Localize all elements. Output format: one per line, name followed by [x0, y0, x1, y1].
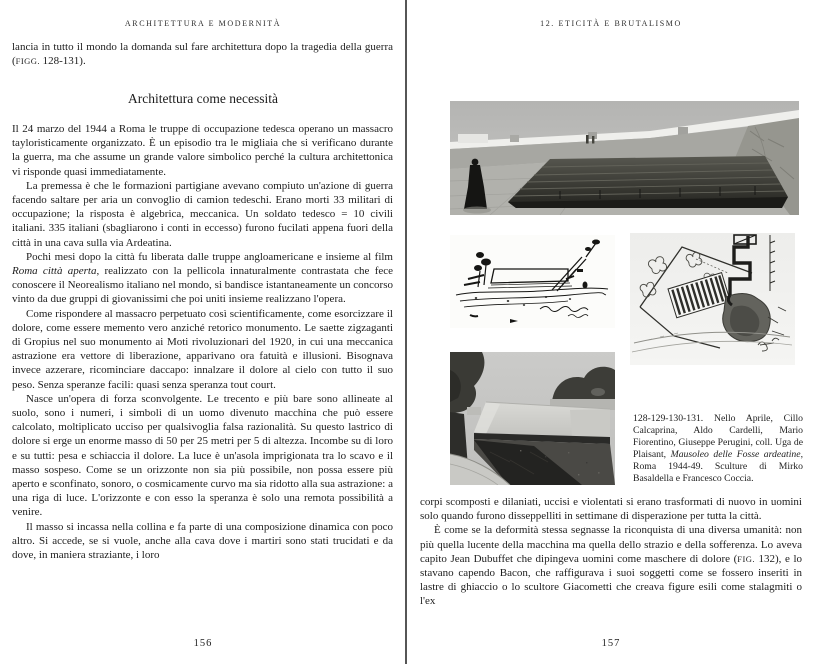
figure-mausoleum-exterior-photo	[450, 352, 615, 485]
right-running-head: 12. ETICITÀ E BRUTALISMO	[540, 19, 682, 28]
figure-mausoleum-interior-photo	[450, 101, 799, 215]
paragraph: Il masso si incassa nella collina e fa parte di una composizione dinamica con poco altro. Si accede, se si vuole, anche alla cava dove i martiri sono stati trucidati e da dove, in maniera straziante, i loro	[12, 520, 393, 562]
figure-site-plan	[630, 233, 795, 365]
page-gutter-line	[405, 0, 407, 664]
site-plan-graphic	[630, 233, 795, 365]
left-page-number: 156	[193, 638, 213, 649]
paragraph: È come se la deformità stessa segnasse la riconquista di una diversa umanità: non più quella lucente della macchina ma quella dello strazio e della sofferenza. Lo aveva capito Jean Dubuffet che dipingeva uomini come maschere di dolore (FIG. 132), e lo stavano capendo Bacon, che raffigurava i suoi soggetti come se fossero inseriti in lastre di ghiaccio o lo scultore Giacometti che creava figure esili come stalagmiti o l'ex	[420, 524, 802, 608]
paragraph: Come rispondere al massacro perpetuato così scientificamente, come esorcizzare il dolore, come essere memento vero anziché retorico monumento. Le saette zigzaganti di Gropius nel suo monumento ai Moti rivoluzionari del 1920, in cui una meccanica astrazione era vettore di liberazione, apparivano ora fatuità e illusioni. Bisognava invece azzerare, ricominciare daccapo: innalzare il dolore al cielo con tutto il suo peso. Senza speranze facili: quasi senza speranza tout court.	[12, 307, 393, 391]
paragraph: corpi scomposti e dilaniati, uccisi e violentati si erano trasformati di nuovo in uomini solo quando furono disseppelliti in settimane di disperazione per tutta la città.	[420, 496, 802, 523]
mausoleum-interior-photo-graphic	[450, 101, 799, 215]
paragraph: La premessa è che le formazioni partigiane avevano compiuto un'azione di guerra facendo saltare per aria un convoglio di camion tedeschi. Erano morti 33 militari di occupazione; la risposta è algebrica, meccanica. Un soldato tedesco = 10 civili italiani. 335 italiani (sbagliarono i conti in eccesso) furono fucilati appena fuori della città in una cava sulla via Ardeatina.	[12, 179, 393, 249]
paragraph: Il 24 marzo del 1944 a Roma le truppe di occupazione tedesca operano un massacro tayloristicamente organizzato. È un episodio tra le migliaia che si verificano durante la guerra, ma che assume un grande valore simbolico perché la cultura architettonica vi risponde quasi immediatamente.	[12, 123, 393, 178]
left-running-head: ARCHITETTURA E MODERNITÀ	[124, 19, 282, 28]
right-text-column	[420, 495, 802, 635]
paragraph: Nasce un'opera di forza sconvolgente. Le trecento e più bare sono allineate al suolo, sono i numeri, i simboli di un uomo divenuto macchina che può essere calcolato, moltiplicato ucciso per qualsivoglia falsa razionalità. Su questo lastrico di dolore si erge un enorme masso di 50 per 25 metri per 5 di altezza. Incombe su di loro e su tutti: pesa e schiaccia il dolore. La luce è un'asola imprigionata tra lo scavo e il masso sospeso. Come se un orizzonte non sia più possibile, non possa essere più aperto e sconfinato, sonoro, o cosmicamente curvo ma sia ridotto alla sua astrazione: a una riga di luce. L'orizzonte e con esso la speranza è solo una remota possibilità a venire.	[12, 392, 393, 519]
figure-monument-sketch	[450, 235, 615, 328]
paragraph: Pochi mesi dopo la città fu liberata dalle truppe angloamericane e insieme al film Roma città aperta, realizzato con la pellicola innaturalmente contrastata che fece conoscere il Neorealismo italiano nel mondo, si bandisce istantaneamente un concorso vinto da due gruppi di giovanissimi che poi uniti insieme realizzano l'opera.	[12, 250, 393, 306]
mausoleum-exterior-photo-graphic	[450, 352, 615, 485]
monument-sketch-graphic	[450, 235, 615, 328]
figure-caption: 128-129-130-131. Nello Aprile, Cillo Calcaprina, Aldo Cardelli, Mario Fiorentino, Giuseppe Perugini, coll. Uga de Plaisant, Mausoleo delle Fosse ardeatine, Roma 1944-49. Sculture di Mirko Basaldella e Francesco Coccia.	[633, 413, 803, 484]
section-heading: Architettura come necessità	[128, 91, 278, 106]
left-opening-paragraph: lancia in tutto il mondo la domanda sul fare architettura dopo la tragedia della guerra (FIGG. 128-131).	[12, 41, 393, 68]
right-page-number: 157	[601, 638, 621, 649]
left-text-column	[12, 122, 393, 634]
